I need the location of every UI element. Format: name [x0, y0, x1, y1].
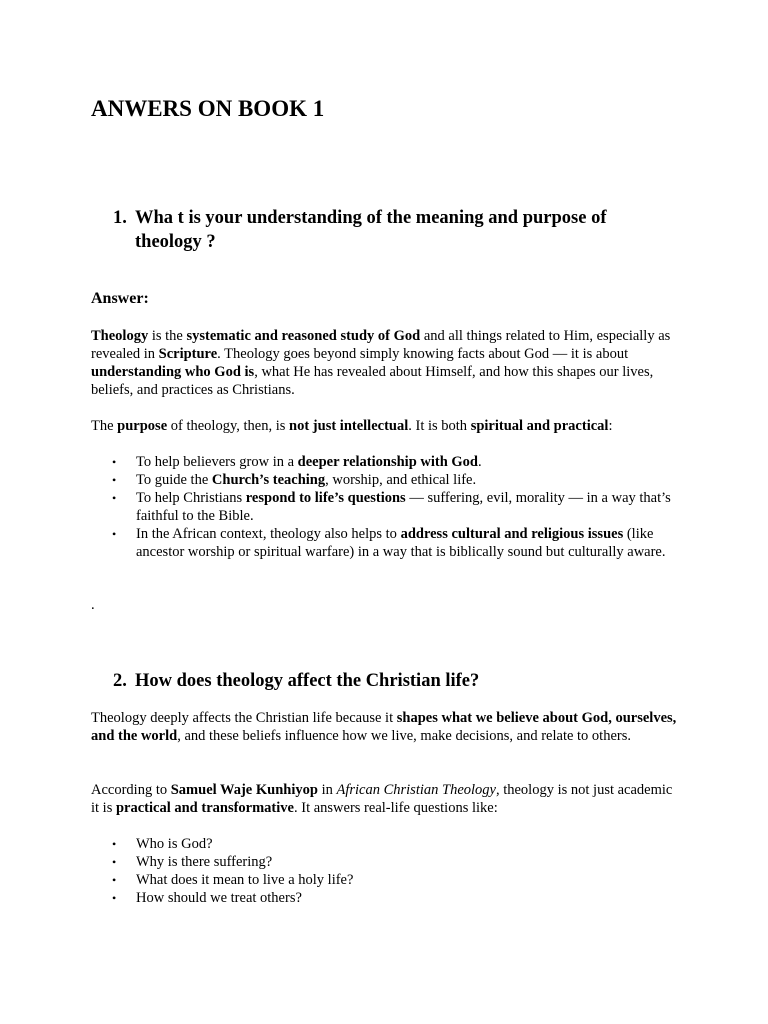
text: and all things related to Him, especially as revealed in [91, 328, 671, 362]
bold-text: shapes what we believe about God, ourselves, and the world [91, 710, 677, 744]
list-item: • Who is God? [91, 835, 691, 853]
bold-text: Samuel Waje Kunhiyop [170, 782, 318, 798]
text: , what He has revealed about Himself, and how this shapes our lives, beliefs, and practices as Christians. [91, 364, 654, 398]
bold-text: Theology [91, 328, 149, 344]
question-1-heading [113, 206, 673, 254]
text: According to [91, 782, 171, 798]
list-item: • Why is there suffering? [91, 853, 691, 871]
question-2-text: How does theology affect the Christian life? [135, 671, 480, 691]
text: The [91, 418, 118, 434]
list-item: • How should we treat others? [91, 889, 691, 907]
text: , theology is not just academic it is [91, 782, 673, 816]
document-title: ANWERS ON BOOK 1 [91, 96, 325, 121]
bold-text: systematic and reasoned study of God [186, 328, 421, 344]
text: , and these beliefs influence how we live, make decisions, and relate to others. [177, 728, 631, 744]
bold-text: practical and transformative [115, 800, 294, 816]
answer-label: Answer: [91, 290, 149, 307]
paragraph-theology-definition [91, 327, 683, 399]
bold-text: Scripture [158, 346, 218, 362]
question-2-heading [113, 669, 673, 693]
list-item [91, 453, 691, 471]
text: (like ancestor worship or spiritual warfare) in a way that is biblically sound but culturally aware. [136, 526, 666, 560]
list-item [91, 525, 691, 561]
paragraph-effect [91, 709, 683, 745]
bold-text: address cultural and religious issues [400, 526, 624, 542]
paragraph-kunhiyop [91, 781, 683, 817]
text: In the African context, theology also helps to [136, 526, 401, 542]
text: : [608, 418, 613, 434]
bold-text: understanding who God is [91, 364, 255, 380]
list-item: • What does it mean to live a holy life? [91, 871, 691, 889]
bold-text: purpose [117, 418, 168, 434]
text: To guide the [136, 472, 212, 488]
text: in [317, 782, 337, 798]
text: To help Christians [136, 490, 246, 506]
bold-text: spiritual and practical [470, 418, 609, 434]
purpose-list [91, 453, 691, 561]
text: . [478, 454, 482, 470]
text: . It answers real-life questions like: [293, 800, 498, 816]
text: . Theology goes beyond simply knowing facts about God — it is about [217, 346, 629, 362]
stray-period: . [91, 597, 95, 613]
text: — suffering, evil, morality — in a way that’s faithful to the Bible. [136, 490, 671, 524]
question-1-number: 1. [113, 208, 127, 228]
text: To help believers grow in a [136, 454, 298, 470]
text: , worship, and ethical life. [325, 472, 477, 488]
list-item [91, 489, 691, 525]
bold-text: deeper relationship with God [297, 454, 479, 470]
book-title: African Christian Theology [336, 782, 496, 798]
list-item [91, 471, 691, 489]
bold-text: not just intellectual [289, 418, 409, 434]
text: . It is both [408, 418, 471, 434]
text: of theology, then, is [167, 418, 290, 434]
bold-text: Church’s teaching [211, 472, 326, 488]
text: Theology deeply affects the Christian life because it [91, 710, 397, 726]
paragraph-purpose [91, 417, 683, 435]
text: is the [148, 328, 187, 344]
question-2-number: 2. [113, 671, 127, 691]
questions-list [91, 835, 691, 907]
question-1-text: Wha t is your understanding of the meaning and purpose of theology ? [135, 208, 607, 252]
bold-text: respond to life’s questions [245, 490, 406, 506]
